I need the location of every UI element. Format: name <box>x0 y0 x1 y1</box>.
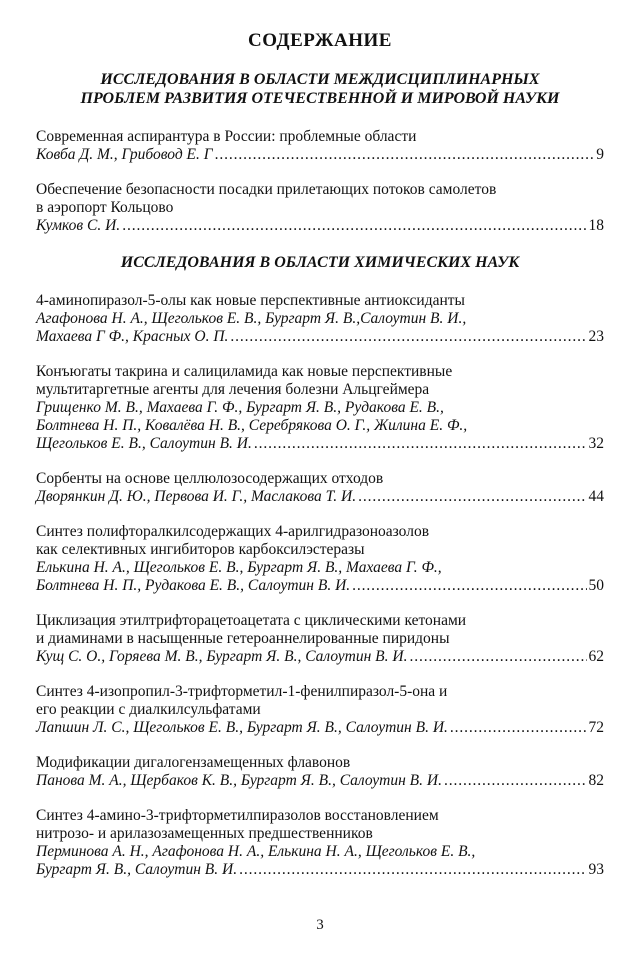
entry-page-number: 72 <box>588 719 604 736</box>
entry-authors-line: Грищенко М. В., Махаева Г. Ф., Бургарт Я. В., Рудакова Е. В., <box>36 399 444 416</box>
entry-authors: Бургарт Я. В., Салоутин В. И. <box>36 861 238 878</box>
entry-authors-row <box>36 719 604 737</box>
entry-page-number: 62 <box>588 648 604 665</box>
toc-entry <box>36 807 604 879</box>
entry-authors: Щегольков Е. В., Салоутин В. И. <box>36 435 252 452</box>
dot-leader <box>254 435 587 453</box>
section-title <box>36 253 604 272</box>
dot-leader <box>358 488 586 506</box>
entry-title-line: и диаминами в насыщенные гетероаннелированные пиридоны <box>36 630 450 647</box>
dot-leader <box>450 719 587 737</box>
entry-page-number: 82 <box>588 772 604 789</box>
entry-title-line: 4-аминопиразол-5-олы как новые перспективные антиоксиданты <box>36 292 465 309</box>
dot-leader <box>122 217 586 235</box>
entry-title-line: нитрозо- и арилазозамещенных предшественников <box>36 825 373 842</box>
entry-authors: Болтнева Н. П., Рудакова Е. В., Салоутин В. И. <box>36 577 351 594</box>
toc-entry <box>36 292 604 346</box>
dot-leader <box>352 577 586 595</box>
toc-entry <box>36 181 604 235</box>
entry-authors-line: Елькина Н. А., Щегольков Е. В., Бургарт Я. В., Махаева Г. Ф., <box>36 559 442 576</box>
entry-authors-row <box>36 217 604 235</box>
entry-authors-row <box>36 648 604 666</box>
page-title: СОДЕРЖАНИЕ <box>248 30 392 51</box>
entry-authors-line: Болтнева Н. П., Ковалёва Н. В., Серебрякова О. Г., Жилина Е. Ф., <box>36 417 468 434</box>
entry-page-number: 50 <box>588 577 604 594</box>
toc-entry <box>36 612 604 666</box>
entry-page-number: 23 <box>588 328 604 345</box>
page-number: 3 <box>316 917 324 933</box>
entry-title-line: Синтез полифторалкилсодержащих 4-арилгидразоноазолов <box>36 523 430 540</box>
toc-entry <box>36 470 604 506</box>
entry-authors-line: Перминова А. Н., Агафонова Н. А., Елькина Н. А., Щегольков Е. В., <box>36 843 476 860</box>
entry-title-line: Модификации дигалогензамещенных флавонов <box>36 754 351 771</box>
toc-entry <box>36 363 604 453</box>
entry-authors-row <box>36 435 604 453</box>
entry-page-number: 93 <box>588 861 604 878</box>
entry-title-line: в аэропорт Кольцово <box>36 199 174 216</box>
entry-authors: Махаева Г Ф., Красных О. П. <box>36 328 229 345</box>
entry-title-line: Современная аспирантура в России: проблемные области <box>36 128 417 145</box>
dot-leader <box>444 772 587 790</box>
toc-sections <box>36 70 604 879</box>
entry-authors-row <box>36 772 604 790</box>
entry-title-line: Циклизация этилтрифторацетоацетата с циклическими кетонами <box>36 612 467 629</box>
entry-authors-row <box>36 861 604 879</box>
section-title-line: ИССЛЕДОВАНИЯ В ОБЛАСТИ ХИМИЧЕСКИХ НАУК <box>120 254 520 271</box>
toc-entry <box>36 523 604 595</box>
entry-authors: Кущ С. О., Горяева М. В., Бургарт Я. В., Салоутин В. И. <box>36 648 408 665</box>
entry-authors-line: Агафонова Н. А., Щегольков Е. В., Бургарт Я. В.,Салоутин В. И., <box>36 310 467 327</box>
dot-leader <box>409 648 586 666</box>
entry-authors: Дворянкин Д. Ю., Первова И. Г., Маслакова Т. И. <box>36 488 357 505</box>
dot-leader <box>215 146 595 164</box>
entry-authors: Кумков С. И. <box>36 217 121 234</box>
entry-authors: Ковба Д. М., Грибовод Е. Г <box>36 146 213 163</box>
entry-title-line: Обеспечение безопасности посадки прилетающих потоков самолетов <box>36 181 497 198</box>
entry-page-number: 32 <box>588 435 604 452</box>
section-title <box>36 70 604 108</box>
entry-page-number: 18 <box>588 217 604 234</box>
dot-leader <box>239 861 586 879</box>
entry-authors-row <box>36 146 604 164</box>
entry-title-line: Конъюгаты такрина и салициламида как новые перспективные <box>36 363 453 380</box>
entry-authors-row <box>36 577 604 595</box>
toc-entry <box>36 754 604 790</box>
entry-authors: Панова М. А., Щербаков К. В., Бургарт Я. В., Салоутин В. И. <box>36 772 442 789</box>
entry-title-line: Сорбенты на основе целлюлозосодержащих отходов <box>36 470 384 487</box>
entry-authors-row <box>36 328 604 346</box>
section-title-line: ПРОБЛЕМ РАЗВИТИЯ ОТЕЧЕСТВЕННОЙ И МИРОВОЙ НАУКИ <box>80 90 560 107</box>
entry-title-line: мультитаргетные агенты для лечения болезни Альцгеймера <box>36 381 430 398</box>
entry-title-line: Синтез 4-изопропил-3-трифторметил-1-фенилпиразол-5-она и <box>36 683 448 700</box>
toc-entry <box>36 683 604 737</box>
entry-authors: Лапшин Л. С., Щегольков Е. В., Бургарт Я. В., Салоутин В. И. <box>36 719 448 736</box>
entry-title-line: как селективных ингибиторов карбоксилэстеразы <box>36 541 365 558</box>
entry-authors-row <box>36 488 604 506</box>
section-title-line: ИССЛЕДОВАНИЯ В ОБЛАСТИ МЕЖДИСЦИПЛИНАРНЫХ <box>100 71 540 88</box>
entry-title-line: Синтез 4-амино-3-трифторметилпиразолов восстановлением <box>36 807 439 824</box>
entry-title-line: его реакции с диалкилсульфатами <box>36 701 261 718</box>
toc-entry <box>36 128 604 164</box>
entry-page-number: 44 <box>588 488 604 505</box>
dot-leader <box>230 328 586 346</box>
entry-page-number: 9 <box>596 146 604 163</box>
contents-page <box>36 30 604 896</box>
